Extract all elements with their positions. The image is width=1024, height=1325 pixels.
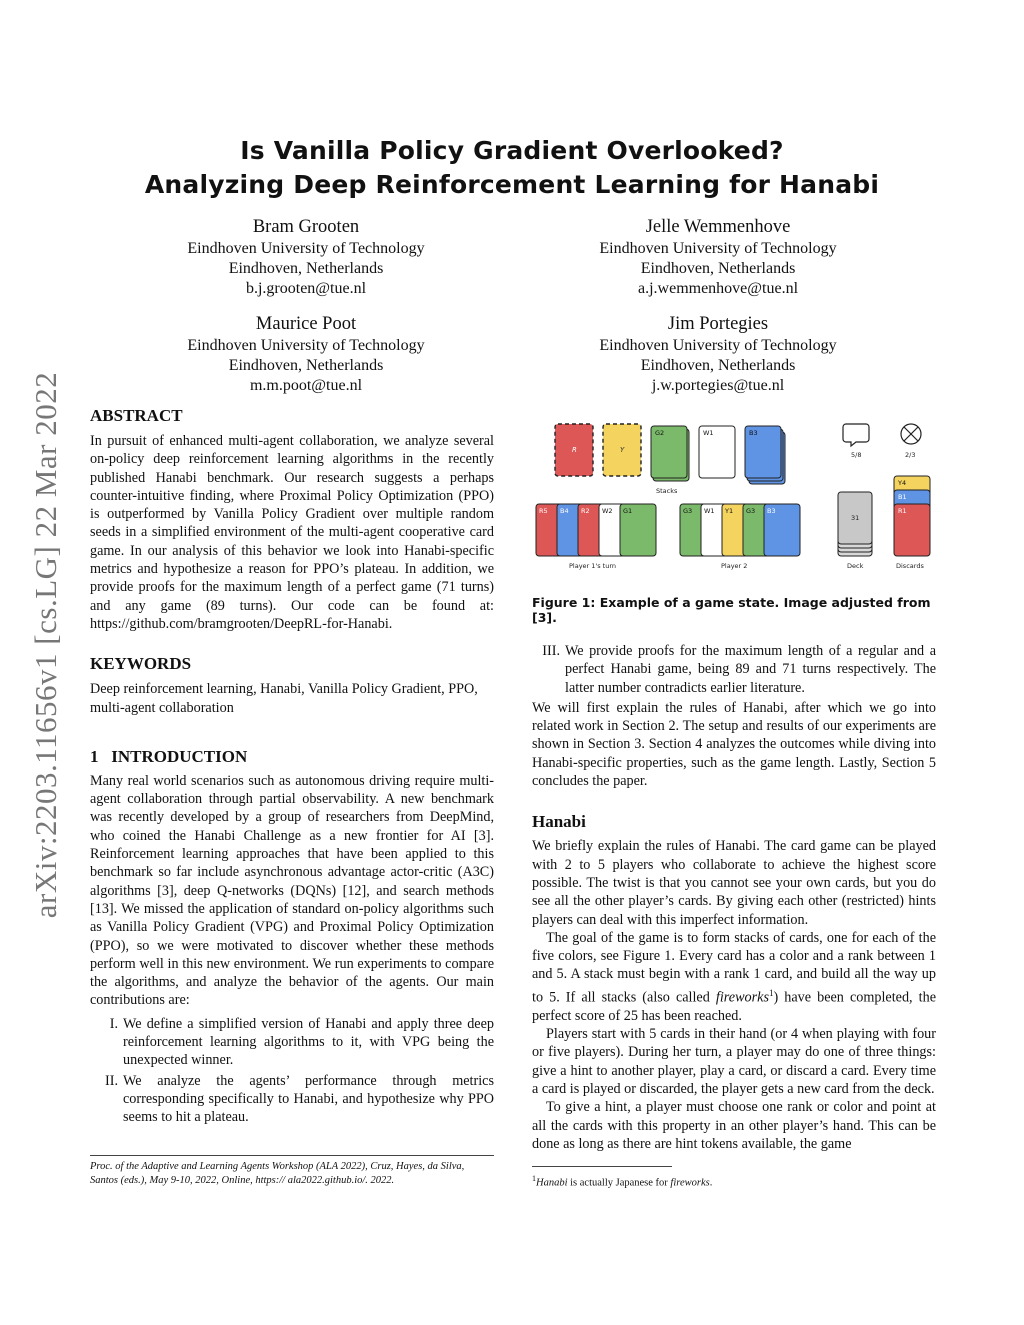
player2-hand: [680, 504, 800, 556]
deck-icon: [838, 492, 872, 556]
author-block-1: [156, 215, 456, 299]
intro-heading: [90, 747, 494, 767]
author-name: Bram Grooten: [252, 217, 360, 237]
hint-token-icon: [843, 424, 869, 446]
stack-green: [651, 426, 689, 481]
stack-white: [699, 426, 735, 478]
author-location: Eindhoven, Netherlands: [640, 357, 796, 374]
author-location: Eindhoven, Netherlands: [640, 260, 796, 277]
hanabi-paragraph-3: Players start with 5 cards in their hand (or 4 when playing with four or five players). During her turn, a player may do one of three things: give a hint to another player, play a card, or discard a card. Every time a card is played or discarded, the player gets a new card from the deck.: [532, 1026, 936, 1097]
author-email[interactable]: b.j.grooten@tue.nl: [245, 280, 367, 297]
card-label: R5: [539, 507, 548, 515]
card-label: Y1: [725, 507, 734, 515]
card-label: B3: [767, 507, 776, 515]
section-number: 1: [90, 746, 99, 766]
footnote-rule-right: [532, 1166, 672, 1167]
abstract-text: In pursuit of enhanced multi-agent collaboration, we analyze several on-policy deep reinforcement learning algorithms in the recently published Hanabi benchmark. Our research suggests a perhaps counter-intuitive finding, where Proximal Policy Optimization (PPO) is outperformed by Vanilla Policy Gradient over multiple random seeds in a simplified environment of the multi-agent cooperative card game. In our analysis of this behavior we look into Hanabi-specific metrics and hypothesize a reason for PPO’s plateau. In addition, we provide proofs for the maximum length of a perfect game (71 turns) and any game (89 turns). Our code can be found at: https://github.com/bramgrooten/DeepRL-for-Hanabi.: [90, 433, 494, 632]
paper-title-line2: Analyzing Deep Reinforcement Learning for Hanabi: [144, 170, 880, 199]
card-label: R: [572, 446, 577, 454]
hint-token-count: 5/8: [851, 451, 862, 459]
left-column: [90, 406, 494, 1129]
stack-blue: [745, 426, 785, 484]
author-block-2: [568, 215, 868, 299]
author-affiliation: Eindhoven University of Technology: [599, 240, 837, 257]
hanabi-paragraph-2: The goal of the game is to form stacks of cards, one for each of the five colors, see Figure 1. Every card has a color and a rank between 1 and 5. A stack must begin with a rank 1 card, and build all the way up to 5. If all stacks (also called fireworks$^1$) have been completed, the perfect score of 25 has been reached.: [532, 929, 936, 1024]
hidden-card-yellow: [603, 424, 641, 476]
section-title: INTRODUCTION: [111, 746, 248, 766]
discards-label: Discards: [896, 562, 924, 570]
contributions-list-cont: [532, 642, 936, 697]
list-item: II. We analyze the agents’ performance through metrics corresponding specifically to Hanabi, and hypothesize why PPO seems to hit a plateau.: [105, 1072, 494, 1126]
list-item: III. We provide proofs for the maximum length of a regular and a perfect Hanabi game, being 89 and 71 turns respectively. The latter number contradicts earlier literature.: [542, 643, 936, 696]
author-affiliation: Eindhoven University of Technology: [599, 337, 837, 354]
keywords-text: Deep reinforcement learning, Hanabi, Vanilla Policy Gradient, PPO, multi-agent collaboration: [90, 681, 478, 716]
hidden-card-red: [555, 424, 593, 476]
author-email[interactable]: m.m.poot@tue.nl: [249, 377, 363, 394]
card-label: B3: [749, 429, 758, 437]
author-name: Maurice Poot: [255, 314, 357, 334]
list-item: I. We define a simplified version of Hanabi and apply three deep reinforcement learning algorithms to it, with VPG being the unexpected winner.: [109, 1015, 494, 1069]
author-email[interactable]: a.j.wemmenhove@tue.nl: [637, 280, 799, 297]
intro-paragraph-2: We will first explain the rules of Hanabi, after which we go into related work in Section 2. The setup and results of our experiments are shown in Section 3. Section 4 analyzes the outcomes while diving into Hanabi-specific properties, such as the game length. Lastly, Section 5 concludes the paper.: [532, 699, 936, 790]
card-label: G2: [655, 429, 665, 437]
player1-label: Player 1's turn: [569, 562, 617, 570]
contributions-list: [90, 1015, 494, 1127]
card-label: G3: [746, 507, 756, 515]
author-name: Jim Portegies: [667, 314, 769, 334]
right-column: [532, 642, 936, 1153]
card-label: B4: [560, 507, 569, 515]
author-name: Jelle Wemmenhove: [645, 217, 791, 237]
hanabi-paragraph-1: We briefly explain the rules of Hanabi. The card game can be played with 2 to 5 players who collaborate to achieve the highest score possible. The twist is that you cannot see your own cards, but you do see all the other player’s cards. By giving each other (restricted) hints players can deal with this imperfect information.: [532, 838, 936, 928]
figure-caption: Figure 1: Example of a game state. Image adjusted from [3].: [532, 595, 931, 625]
author-affiliation: Eindhoven University of Technology: [187, 337, 425, 354]
author-email[interactable]: j.w.portegies@tue.nl: [651, 377, 785, 394]
card-label: G3: [683, 507, 693, 515]
intro-paragraph: Many real world scenarios such as autonomous driving require multi-agent collaboration through partial observability. A new benchmark was recently developed by a group of researchers from DeepMind, who coined the Hanabi Challenge as a new frontier for AI [3]. Reinforcement learning approaches that have been applied to this benchmark so far include asynchronous advantage actor-critic (A3C) algorithms [3], deep Q-networks (DQNs) [12], and search methods [13]. We missed the application of standard on-policy algorithms such as Vanilla Policy Gradient (VPG) and Proximal Policy Optimization (PPO), so we were motivated to discover whether these methods perform well in this new environment. We run experiments to compare the algorithms, and analyze the behavior of the agents. Our main contributions are:: [90, 772, 494, 1009]
player2-label: Player 2: [721, 562, 748, 570]
footnote-rule: [90, 1155, 494, 1156]
hanabi-heading: Hanabi: [532, 812, 586, 832]
abstract-heading: ABSTRACT: [90, 406, 183, 425]
author-affiliation: Eindhoven University of Technology: [187, 240, 425, 257]
hanabi-text: [532, 837, 936, 1153]
player1-hand: [536, 504, 656, 556]
paper-title-line1: Is Vanilla Policy Gradient Overlooked?: [240, 136, 784, 165]
life-token-icon: [901, 424, 921, 444]
keywords-heading: KEYWORDS: [90, 654, 192, 674]
author-block-3: [156, 312, 456, 396]
arxiv-stamp: arXiv:2203.11656v1 [cs.LG] 22 Mar 2022: [28, 371, 63, 919]
card-label: W2: [602, 507, 613, 515]
author-location: Eindhoven, Netherlands: [228, 357, 384, 374]
author-location: Eindhoven, Netherlands: [228, 260, 384, 277]
card-label: W1: [703, 429, 714, 437]
card-label: R1: [898, 507, 907, 515]
fireworks-footnote: $^1$Hanabi is actually Japanese for fireworks.: [532, 1174, 713, 1189]
life-token-count: 2/3: [905, 451, 916, 459]
card-label: Y: [620, 446, 625, 454]
discard-pile: [894, 476, 930, 556]
figure-game-state: [530, 412, 940, 582]
card-label: R2: [581, 507, 590, 515]
venue-footnote: Proc. of the Adaptive and Learning Agents Workshop (ALA 2022), Cruz, Hayes, da Silva, Santos (eds.), May 9-10, 2022, Online, https:// ala2022.github.io/. 2022.: [90, 1161, 465, 1186]
hanabi-paragraph-4: To give a hint, a player must choose one rank or color and point at all the cards with this property in an other player’s hand. This can be done as long as there are hint tokens available, the game: [532, 1099, 936, 1152]
card-label: W1: [704, 507, 715, 515]
deck-count: 31: [851, 514, 860, 522]
card-label: Y4: [898, 479, 907, 487]
deck-label: Deck: [847, 562, 864, 570]
author-block-4: [568, 312, 868, 396]
stacks-label: Stacks: [656, 487, 678, 495]
card-label: B1: [898, 493, 907, 501]
card-label: G1: [623, 507, 633, 515]
